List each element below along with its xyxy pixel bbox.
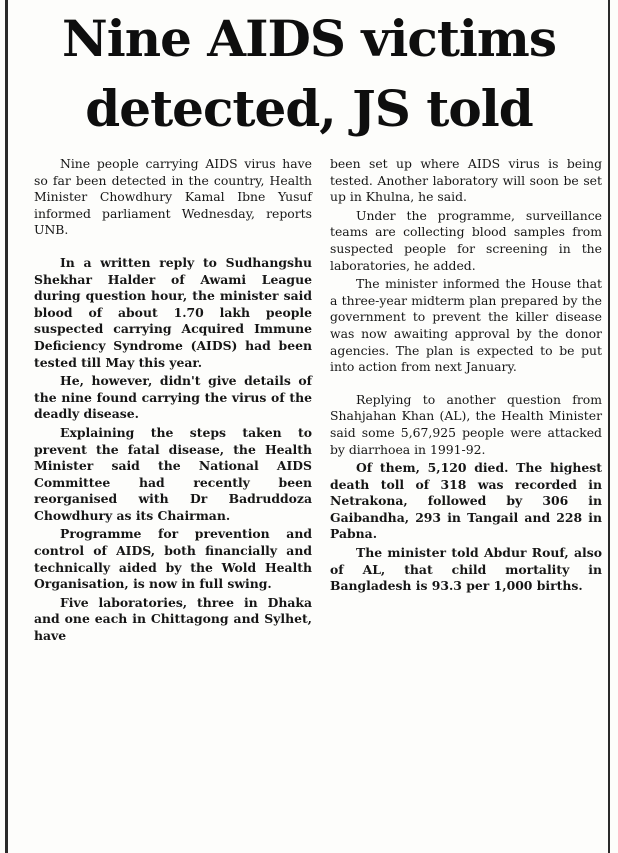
article-right-column [330, 156, 602, 595]
paragraph-child-mortality: The minister told Abdur Rouf, also of AL, that child mortality in Bangladesh is 93.3 per 1,000 births. [330, 545, 602, 594]
article-left-column [34, 156, 312, 645]
paragraph-written-reply: In a written reply to Sudhangshu Shekhar Halder of Awami League during question hour, the minister said blood of about 1.70 lakh people suspected carrying Acquired Immune Deficiency Syndrome (AIDS) had been tested till May this year. [34, 254, 312, 370]
paragraph-midterm-plan: The minister informed the House that a three-year midterm plan prepared by the government to prevent the killer disease was now awaiting approval by the donor agencies. The plan is expected to be put into action from next January. [330, 276, 602, 375]
headline-line-1: Nine AIDS victims [62, 9, 556, 68]
headline-line-2: detected, JS told [85, 79, 533, 138]
paragraph-death-toll: Of them, 5,120 died. The highest death toll of 318 was recorded in Netrakona, followed by 306 in Gaibandha, 293 in Tangail and 228 in Pabna. [330, 460, 602, 542]
clipping-right-border [608, 0, 610, 853]
paragraph-programme: Programme for prevention and control of AIDS, both financially and technically aided by the Wold Health Organisation, is now in full swing. [34, 526, 312, 592]
paragraph-intro: Nine people carrying AIDS virus have so far been detected in the country, Health Minister Chowdhury Kamal Ibne Yusuf informed parliament Wednesday, reports UNB. [34, 156, 312, 238]
clipping-left-border [5, 0, 8, 853]
paragraph-laboratories: Five laboratories, three in Dhaka and one each in Chittagong and Sylhet, have [34, 594, 312, 644]
paragraph-lab-continued: been set up where AIDS virus is being tested. Another laboratory will soon be set up in Khulna, he said. [330, 156, 602, 205]
paragraph-steps-taken: Explaining the steps taken to prevent the fatal disease, the Health Minister said the National AIDS Committee had recently been reorganised with Dr Badruddoza Chowdhury as its Chairman. [34, 424, 312, 523]
paragraph-diarrhoea: Replying to another question from Shahjahan Khan (AL), the Health Minister said some 5,67,925 people were attacked by diarrhoea in 1991-92. [330, 391, 602, 457]
paragraph-surveillance: Under the programme, surveillance teams are collecting blood samples from suspected people for screening in the laboratories, he added. [330, 207, 602, 273]
paragraph-no-details: He, however, didn't give details of the nine found carrying the virus of the deadly disease. [34, 373, 312, 422]
